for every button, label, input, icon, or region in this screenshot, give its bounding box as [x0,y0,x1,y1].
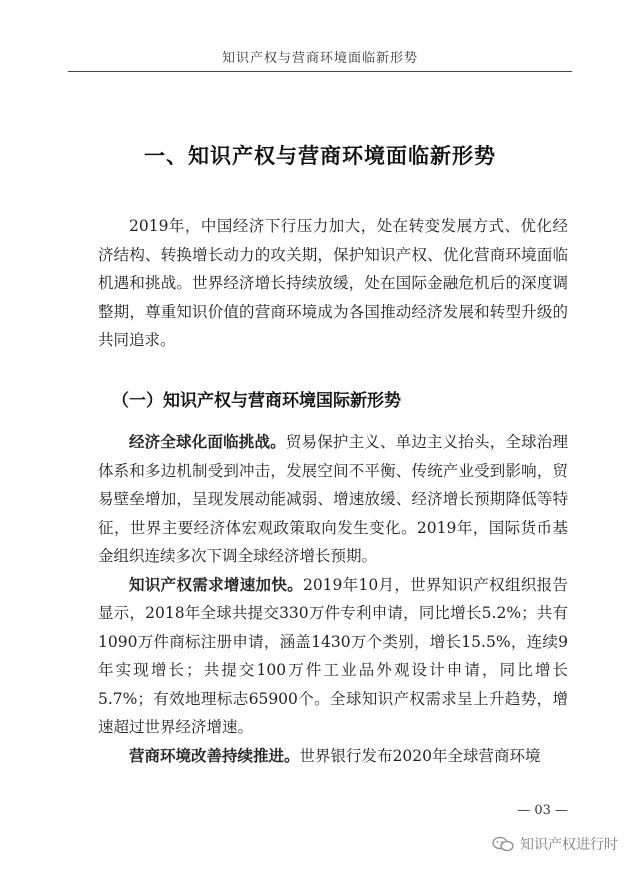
section-title: （一）知识产权与营商环境国际新形势 [112,391,401,411]
chapter-title: 一、知识产权与营商环境面临新形势 [144,143,496,168]
section-body [98,428,568,770]
paragraph-text: 贸易保护主义、单边主义抬头，全球治理体系和多边机制受到冲击，发展空间不平衡、传统产业受到影响，贸易壁垒增加，呈现发展动能减弱、增速放缓、经济增长预期降低等特征，世界主要经济体宏观政策取向发生变化。2019年，国际货币基金组织连续多次下调全球经济增长预期。 [98,433,568,565]
wechat-icon [492,836,514,852]
running-header: 知识产权与营商环境面临新形势 [221,51,418,66]
header-rule [68,71,572,72]
intro-paragraph: 2019年，中国经济下行压力加大，处在转变发展方式、优化经济结构、转换增长动力的攻关期，保护知识产权、优化营商环境面临机遇和挑战。世界经济增长持续放缓，处在国际金融危机后的深度调整期，尊重知识价值的营商环境成为各国推动经济发展和转型升级的共同追求。 [98,217,568,349]
page-number: — 03 — [517,803,568,818]
paragraph-globalization [98,428,568,571]
paragraph-text: 世界银行发布2020年全球营商环境 [299,746,541,765]
intro-block [98,212,568,355]
watermark-text: 知识产权进行时 [520,837,618,853]
paragraph-lead: 经济全球化面临挑战。 [129,432,286,451]
paragraph-text: 2019年10月，世界知识产权组织报告显示，2018年全球共提交330万件专利申请，同比增长5.2%；共有1090万件商标注册申请，涵盖1430万个类别，增长15.5%，连续9年实现增长；共提交100万件工业品外观设计申请，同比增长5.7%；有效地理标志65900个。全球知识产权需求呈上升趋势，增速超过世界经济增速。 [98,575,568,736]
paragraph-business-env [98,742,568,771]
paragraph-lead: 营商环境改善持续推进。 [129,745,300,765]
watermark [492,834,618,854]
paragraph-ip-demand [98,571,568,742]
paragraph-lead: 知识产权需求增速加快。 [129,574,303,594]
